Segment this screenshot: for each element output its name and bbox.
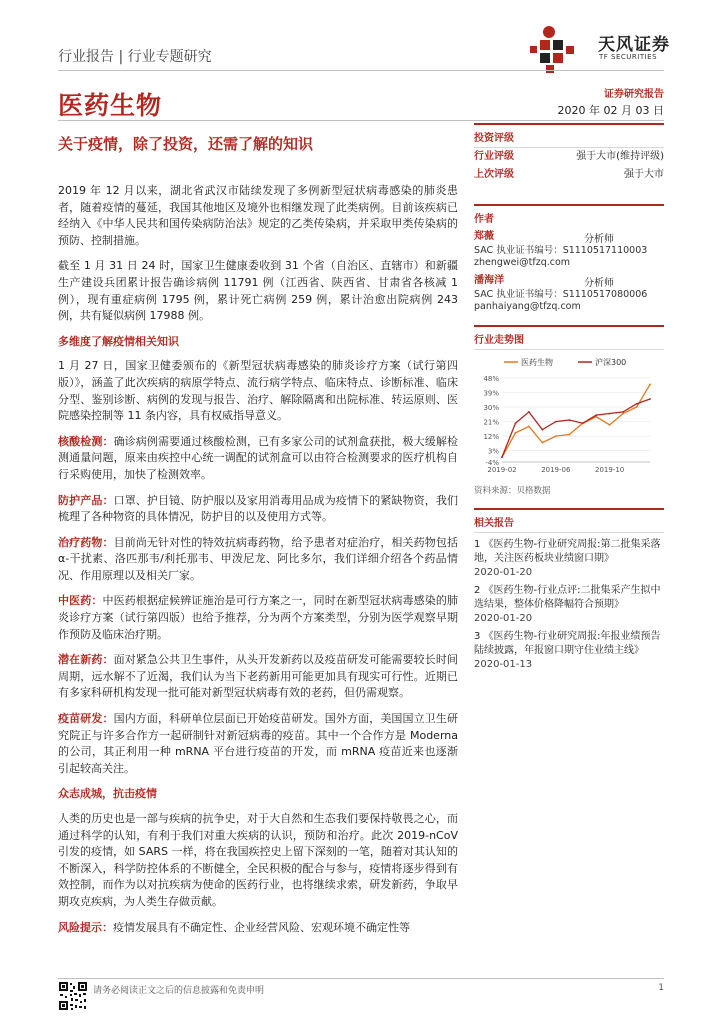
series-point	[582, 422, 584, 424]
rating-value: 强于大市	[624, 169, 664, 180]
series-point	[515, 432, 517, 434]
series-point	[515, 422, 517, 424]
y-tick-label: 3%	[487, 447, 499, 456]
trend-chart	[474, 354, 664, 482]
series-point	[568, 434, 570, 436]
lead-label: 防护产品：	[58, 493, 114, 507]
rating-key: 上次评级	[474, 169, 514, 180]
related-report-title[interactable]: 3 《医药生物-行业研究周报:年报业绩预告陆续披露，年报窗口期守住业绩主线》	[474, 631, 661, 656]
series-point	[555, 435, 557, 437]
x-tick-label: 2019-10	[595, 466, 625, 474]
series-point	[528, 411, 530, 413]
paragraph-text: 目前尚无针对性的特效抗病毒药物，给予患者对症治疗，相关药物包括α-干扰素、洛匹那韦/利托那韦、甲泼尼龙、阿比多尔，我们详细介绍各个药品情况、作用原理以及相关厂家。	[58, 535, 459, 582]
series-point	[568, 419, 570, 421]
paragraph-text: 口罩、护目镜、防护服以及家用消毒用品成为疫情下的紧缺物资，我们梳理了各种物资的具体情况，防护目的以及使用方式等。	[58, 493, 459, 524]
series-point	[501, 456, 503, 458]
y-tick-label: 39%	[483, 389, 499, 398]
series-point	[636, 406, 638, 408]
related-report-title[interactable]: 2 《医药生物-行业点评:二批集采产生拟中选结果，整体价格降幅符合预期》	[474, 585, 661, 610]
series-point	[622, 413, 624, 415]
legend-label: 医药生物	[521, 358, 553, 367]
author-email[interactable]: zhengwei@tfzq.com	[474, 257, 571, 268]
y-tick-label: 12%	[483, 433, 499, 442]
series-point	[609, 424, 611, 426]
related-report-date: 2020-01-13	[474, 659, 533, 670]
rating-key: 行业评级	[474, 151, 514, 162]
y-tick-label: 30%	[483, 404, 499, 413]
rating-value: 强于大市(维持评级)	[576, 151, 664, 162]
author-name: 潘海洋	[474, 275, 504, 286]
series-point	[649, 384, 651, 386]
author-title: 分析师	[584, 234, 614, 245]
author-sac: SAC 执业证书编号：S1110517110003	[474, 245, 648, 256]
report-category: 行业报告 | 行业专题研究	[58, 49, 212, 65]
trend-header: 行业走势图	[474, 327, 664, 350]
lead-label: 治疗药物：	[58, 535, 114, 549]
series-point	[541, 442, 543, 444]
report-headline: 关于疫情，除了投资，还需了解的知识	[58, 135, 314, 153]
footer-disclaimer[interactable]: 请务必阅读正文之后的信息披露和免责申明	[93, 986, 265, 996]
qr-code-icon	[58, 981, 88, 1011]
rating-header: 投资评级	[474, 125, 664, 148]
footer-divider	[58, 978, 664, 979]
report-type: 证券研究报告	[604, 89, 664, 100]
paragraph-risk	[58, 920, 458, 937]
lead-label: 核酸检测：	[58, 434, 114, 448]
author-block	[474, 274, 664, 313]
report-date: 2020 年 02 月 03 日	[557, 104, 664, 117]
lead-label: 潜在新药：	[58, 653, 114, 667]
paragraph-vaccine	[58, 711, 458, 777]
related-reports	[474, 538, 664, 672]
paragraph-text: 疫情发展具有不确定性、企业经营风险、宏观环境不确定性等	[113, 920, 410, 934]
paragraph-intro: 2019 年 12 月以来，湖北省武汉市陆续发现了多例新型冠状病毒感染的肺炎患者，随着疫情的蔓延，我国其他地区及境外也相继发现了此类病例。目前该疾病已经纳入《中华人民共和国传染病防治法》规定的乙类传染病，并采取甲类传染病的预防、控制措施。	[58, 184, 458, 247]
section-heading-knowledge: 多维度了解疫情相关知识	[58, 334, 179, 348]
rating-row	[474, 148, 664, 166]
logo-mark-icon	[530, 26, 574, 73]
sidebar	[474, 123, 664, 676]
paragraph-protective	[58, 493, 458, 526]
main-body	[58, 183, 458, 945]
y-tick-label: 48%	[483, 375, 499, 383]
x-tick-label: 2019-06	[541, 466, 571, 474]
paragraph-new-drugs	[58, 652, 458, 702]
trend-chart-svg	[474, 354, 664, 482]
paragraph-text: 面对紧急公共卫生事件，从头开发新药以及疫苗研发可能需要较长时间周期，远水解不了近渴，我们认为当下老药新用可能更加具有现实可行性。近期已有多家科研机构发现一批可能对新型冠状病毒有效的老药，但仍需观察。	[58, 653, 459, 700]
x-tick-label: 2019-02	[487, 466, 517, 474]
series-point	[555, 421, 557, 423]
related-report-title[interactable]: 1 《医药生物-行业研究周报:第二批集采落地，关注医药板块业绩窗口期》	[474, 539, 661, 564]
series-point	[649, 398, 651, 400]
paragraph-text: 确诊病例需要通过核酸检测，已有多家公司的试剂盒获批，极大缓解检测通量问题，原来由疾控中心统一调配的试剂盒可以由符合检测要求的医疗机构自行采购使用，加快了检测效率。	[58, 434, 459, 481]
lead-label: 中医药：	[58, 594, 103, 608]
author-name: 郑薇	[474, 231, 494, 242]
author-block	[474, 230, 664, 269]
author-title: 分析师	[584, 278, 614, 289]
author-email[interactable]: panhaiyang@tfzq.com	[474, 301, 581, 312]
paragraph-tcm	[58, 593, 458, 643]
series-point	[609, 413, 611, 415]
related-report-date: 2020-01-20	[474, 567, 533, 578]
paragraph-drugs	[58, 535, 458, 585]
section-heading-fight: 众志成城，抗击疫情	[58, 787, 157, 801]
page-number: 1	[658, 983, 664, 993]
related-report-item[interactable]	[474, 584, 664, 626]
paragraph-text: 中医药根据症候辨证施治是可行方案之一，同时在新型冠状病毒感染的肺炎诊疗方案（试行第四版）也给予推荐，分为两个方案类型，分别为医学观察早期作预防及临床治疗期。	[58, 594, 459, 641]
series-point	[622, 411, 624, 413]
reports-header: 相关报告	[474, 510, 664, 533]
paragraph-history: 人类的历史也是一部与疾病的抗争史，对于大自然和生态我们要保持敬畏之心，而通过科学的认知，有利于我们对重大疾病的认识，预防和治疗。此次 2019-nCoV 引发的疫情，如 SARS 一样，将在我国疾控史上留下深刻的一笔，随着对其认知的不断深入，科学防控体系的不断健全，全民积极的配合与参与，疫情将逐步得到有效控制，而作为以对抗疾病为使命的医药行业，也将继续求索，研发新药，争取早期攻克疾病，为人类生存做贡献。	[58, 812, 458, 908]
logo-text-cn: 天风证券	[598, 35, 670, 55]
header-divider	[58, 70, 664, 71]
paragraph-case-stats: 截至 1 月 31 日 24 时，国家卫生健康委收到 31 个省（自治区、直辖市）和新疆生产建设兵团累计报告确诊病例 11791 例（江西省、陕西省、甘肃省各核减 1 例），现有重症病例 1795 例，累计死亡病例 259 例，累计治愈出院病例 243 例，共有疑似病例 17988 例。	[58, 259, 458, 323]
sector-title: 医药生物	[58, 91, 163, 120]
author-sac: SAC 执业证书编号：S1110517080006	[474, 289, 648, 300]
logo-text-en: TF SECURITIES	[599, 53, 658, 61]
series-point	[541, 429, 543, 431]
title-divider	[58, 120, 664, 121]
chart-source: 资料来源：贝格数据	[474, 486, 551, 496]
y-tick-label: 21%	[483, 418, 499, 427]
lead-label: 疫苗研发：	[58, 712, 114, 726]
series-point	[528, 426, 530, 428]
authors-header: 作者	[474, 214, 494, 225]
series-point	[636, 403, 638, 405]
related-report-date: 2020-01-20	[474, 613, 533, 624]
paragraph-text: 国内方面，科研单位层面已开始疫苗研发。国外方面，美国国立卫生研究院正与许多合作方一起研制针对新冠病毒的疫苗。其中一个合作方是 Moderna 的公司，其正利用一种 mRNA 平台进行疫苗的开发，而 mRNA 疫苗近来也逐渐引起较高关注。	[58, 712, 459, 775]
series-point	[595, 414, 597, 416]
related-report-item[interactable]	[474, 538, 664, 580]
paragraph-diagnosis-plan: 1 月 27 日，国家卫健委颁布的《新型冠状病毒感染的肺炎诊疗方案（试行第四版）》，涵盖了此次疾病的病原学特点、流行病学特点、临床特点、诊断标准、临床分型、鉴别诊断、病例的发现与报告、治疗、解除隔离和出院标准、转运原则、医院感染控制等 11 条内容，具有权威指导意义。	[58, 359, 458, 423]
paragraph-nucleic-test	[58, 434, 458, 484]
rating-row	[474, 166, 664, 184]
lead-label: 风险提示：	[58, 920, 113, 934]
related-report-item[interactable]	[474, 630, 664, 672]
series-line	[502, 384, 650, 457]
y-tick-label: -4%	[485, 459, 499, 467]
legend-label: 沪深300	[595, 358, 627, 367]
